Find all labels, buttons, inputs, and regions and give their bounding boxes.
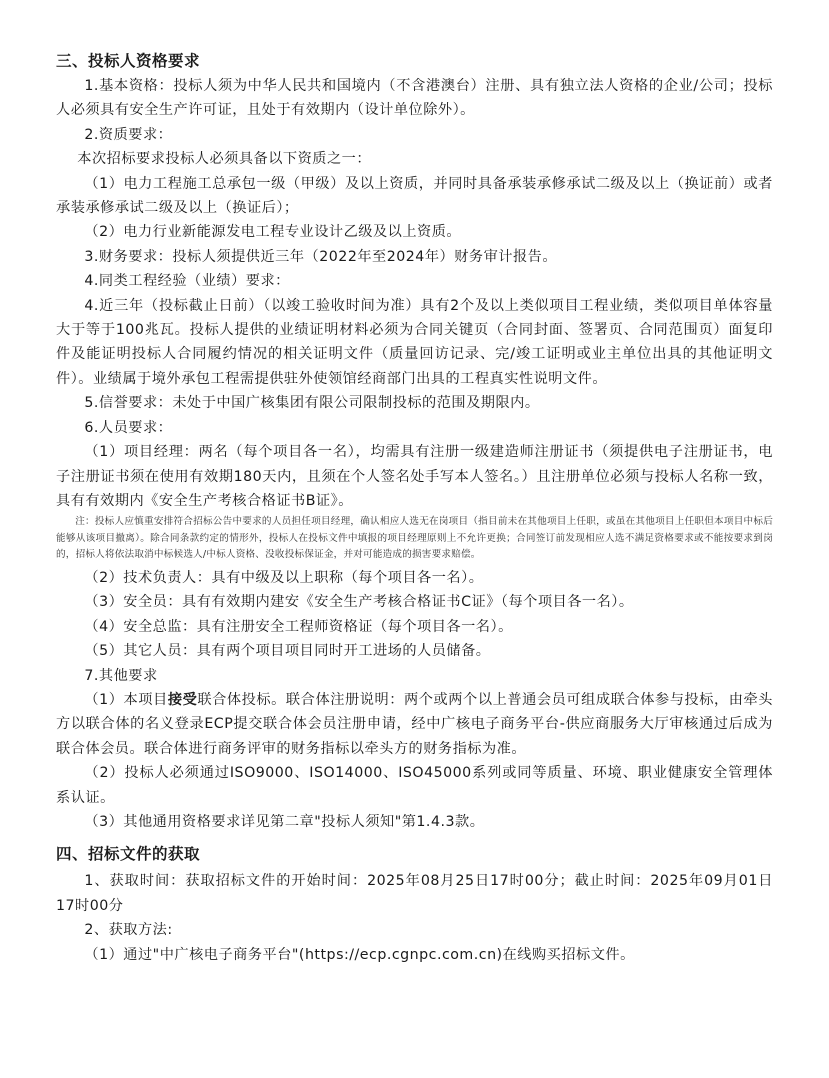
other-item-1-pre: （1）本项目 bbox=[84, 691, 168, 708]
other-title: 7.其他要求 bbox=[84, 667, 158, 684]
section-3-title: 三、投标人资格要求 bbox=[56, 52, 201, 70]
staff-technical-lead: （2）技术负责人：具有中级及以上职称（每个项目各一名）。 bbox=[84, 569, 484, 586]
staff-safety-officer: （3）安全员：具有有效期内建安《安全生产考核合格证书C证》（每个项目各一名）。 bbox=[84, 594, 634, 611]
other-item-3: （3）其他通用资格要求详见第二章"投标人须知"第1.4.3款。 bbox=[84, 813, 485, 830]
qualification-item-2: （2）电力行业新能源发电工程专业设计乙级及以上资质。 bbox=[84, 224, 462, 241]
other-item-1-post: 联合体投标。联合体注册说明：两个或两个以上普通会员可组成联合体参与投标，由牵头方以联合体的名义登录ECP提交联合体会员注册申请，经中广核电子商务平台-供应商服务大厅审核通过后成为联合体会员。联合体进行商务评审的财务指标以牵头方的财务指标为准。 bbox=[56, 691, 773, 757]
other-item-1-emphasis: 接受 bbox=[167, 691, 198, 708]
qualification-intro: 本次招标要求投标人必须具备以下资质之一： bbox=[77, 151, 372, 168]
acquisition-method-title: 2、获取方法: bbox=[84, 922, 173, 939]
staff-other: （5）其它人员：具有两个项目项目同时开工进场的人员储备。 bbox=[84, 643, 491, 660]
acquisition-method-1: （1）通过"中广核电子商务平台"(https://ecp.cgnpc.com.cn)在线购买招标文件。 bbox=[84, 946, 635, 963]
staff-title: 6.人员要求： bbox=[84, 419, 173, 436]
qualification-title: 2.资质要求： bbox=[84, 126, 173, 143]
qualification-item-1: （1）电力工程施工总承包一级（甲级）及以上资质，并同时具备承装承修承试二级及以上（换证前）或者承装承修承试二级及以上（换证后）； bbox=[56, 175, 773, 217]
staff-note: 注：投标人应慎重安排符合招标公告中要求的人员担任项目经理，确认相应人选无在岗项目（指目前未在其他项目上任职，或虽在其他项目上任职但本项目中标后能够从该项目撤离）。除合同条款约定的情形外，投标人在投标文件中填报的项目经理原则上不允许更换；合同签订前发现相应人选不满足资格要求或不能按要求到岗的，招标人将依法取消中标候选人/中标人资格、没收投标保证金，并对可能造成的损害要求赔偿。 bbox=[56, 516, 773, 560]
staff-project-manager: （1）项目经理：两名（每个项目各一名），均需具有注册一级建造师注册证书（须提供电子注册证书，电子注册证书须在使用有效期180天内，且须在个人签名处手写本人签名。）且注册单位必须与投标人名称一致，具有有效期内《安全生产考核合格证书B证》。 bbox=[56, 444, 773, 509]
finance-requirement: 3.财务要求：投标人须提供近三年（2022年至2024年）财务审计报告。 bbox=[84, 248, 558, 265]
section-4-title: 四、招标文件的获取 bbox=[56, 845, 201, 864]
acquisition-time: 1、获取时间：获取招标文件的开始时间：2025年08月25日17时00分；截止时间：2025年09月01日17时00分 bbox=[56, 873, 773, 914]
basic-qualification: 1.基本资格：投标人须为中华人民共和国境内（不含港澳台）注册、具有独立法人资格的企业/公司；投标人必须具有安全生产许可证，且处于有效期内（设计单位除外）。 bbox=[56, 78, 773, 119]
credit-requirement: 5.信誉要求：未处于中国广核集团有限公司限制投标的范围及期限内。 bbox=[84, 395, 540, 412]
performance-text: 4.近三年（投标截止日前）（以竣工验收时间为准）具有2个及以上类似项目工程业绩，类似项目单体容量大于等于100兆瓦。投标人提供的业绩证明材料必须为合同关键页（合同封面、签署页、合同范围页）面复印件及能证明投标人合同履约情况的相关证明文件（质量回访记录、完/竣工证明或业主单位出具的其他证明文件）。业绩属于境外承包工程需提供驻外使领馆经商部门出具的工程真实性说明文件。 bbox=[56, 297, 773, 387]
other-item-2: （2）投标人必须通过ISO9000、ISO14000、ISO45000系列或同等质量、环境、职业健康安全管理体系认证。 bbox=[56, 765, 773, 806]
staff-safety-director: （4）安全总监：具有注册安全工程师资格证（每个项目各一名）。 bbox=[84, 618, 513, 635]
other-item-1 bbox=[56, 688, 773, 761]
performance-title: 4.同类工程经验（业绩）要求： bbox=[84, 273, 290, 290]
